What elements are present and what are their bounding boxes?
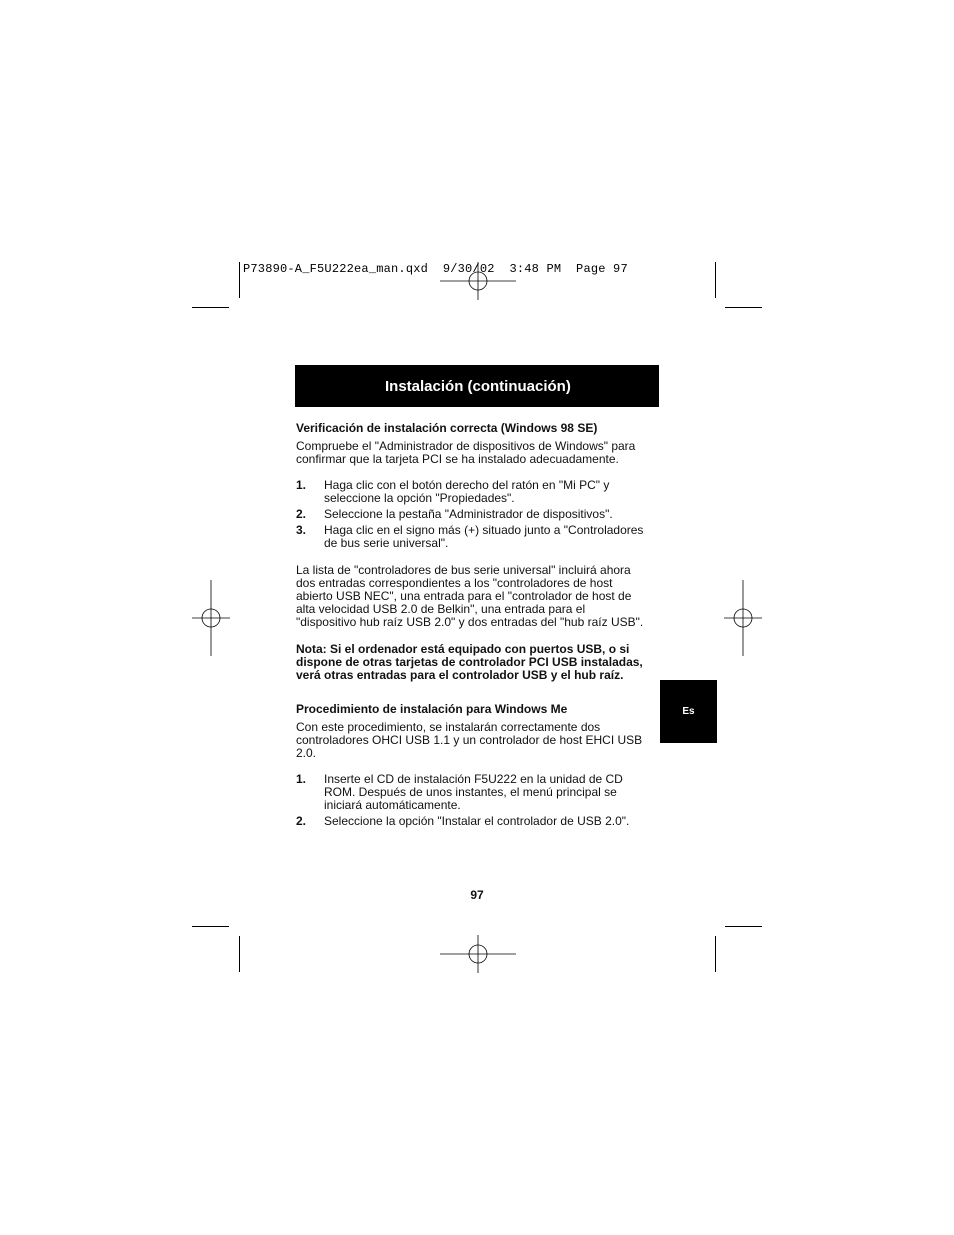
- crop-mark: [725, 926, 762, 927]
- step-text: Seleccione la pestaña "Administrador de dispositivos".: [324, 507, 613, 521]
- list-item: [296, 508, 648, 521]
- section2-steps: [296, 773, 648, 828]
- list-item: [296, 524, 648, 550]
- crop-mark: [192, 307, 229, 308]
- section1-heading: Verificación de instalación correcta (Windows 98 SE): [296, 421, 598, 435]
- crop-mark: [239, 262, 240, 298]
- step-number: 1.: [296, 478, 307, 492]
- section1-steps: [296, 479, 648, 550]
- section1-intro: Compruebe el "Administrador de dispositivos de Windows" para confirmar que la tarjeta PCI se ha instalado adecuadamente.: [296, 439, 636, 466]
- language-tab-label: Es: [682, 706, 695, 717]
- language-tab: [660, 680, 717, 743]
- page-number: 97: [470, 888, 484, 902]
- crop-mark: [192, 926, 229, 927]
- crop-mark: [715, 262, 716, 298]
- registration-mark-right-icon: [724, 580, 762, 656]
- step-number: 2.: [296, 814, 307, 828]
- step-text: Inserte el CD de instalación F5U222 en la unidad de CD ROM. Después de unos instantes, el menú principal se iniciará automáticamente.: [324, 772, 623, 812]
- step-text: Seleccione la opción "Instalar el controlador de USB 2.0".: [324, 814, 630, 828]
- crop-mark: [725, 307, 762, 308]
- list-item: [296, 815, 648, 828]
- step-number: 3.: [296, 523, 307, 537]
- list-item: [296, 479, 648, 505]
- list-item: [296, 773, 648, 812]
- section-header-title: Instalación (continuación): [385, 377, 571, 395]
- registration-mark-top-icon: [440, 262, 516, 300]
- registration-mark-bottom-icon: [440, 935, 516, 973]
- section-header: [295, 365, 659, 407]
- section1-note: Nota: Si el ordenador está equipado con puertos USB, o si dispone de otras tarjetas de controlador PCI USB instaladas, verá otras entradas para el controlador USB y el hub raíz.: [296, 642, 643, 682]
- main-content: [296, 422, 648, 831]
- step-text: Haga clic con el botón derecho del ratón en "Mi PC" y seleccione la opción "Propiedades".: [324, 478, 610, 505]
- step-number: 1.: [296, 772, 307, 786]
- section2-heading: Procedimiento de instalación para Windows Me: [296, 702, 568, 716]
- registration-mark-left-icon: [192, 580, 230, 656]
- section1-paragraph: La lista de "controladores de bus serie universal" incluirá ahora dos entradas correspondientes a los "controladores de host abierto USB NEC", una entrada para el "controlador de host de alta velocidad USB 2.0 de Belkin", una entrada para el "dispositivo hub raíz USB 2.0" y dos entradas del "hub raíz USB".: [296, 563, 644, 629]
- crop-mark: [239, 936, 240, 972]
- section2-intro: Con este procedimiento, se instalarán correctamente dos controladores OHCI USB 1.1 y un controlador de host EHCI USB 2.0.: [296, 720, 643, 760]
- printer-slug: P73890-A_F5U222ea_man.qxd 9/30/02 3:48 PM Page 97: [243, 262, 628, 276]
- step-number: 2.: [296, 507, 307, 521]
- crop-mark: [715, 936, 716, 972]
- step-text: Haga clic en el signo más (+) situado junto a "Controladores de bus serie universal".: [324, 523, 644, 550]
